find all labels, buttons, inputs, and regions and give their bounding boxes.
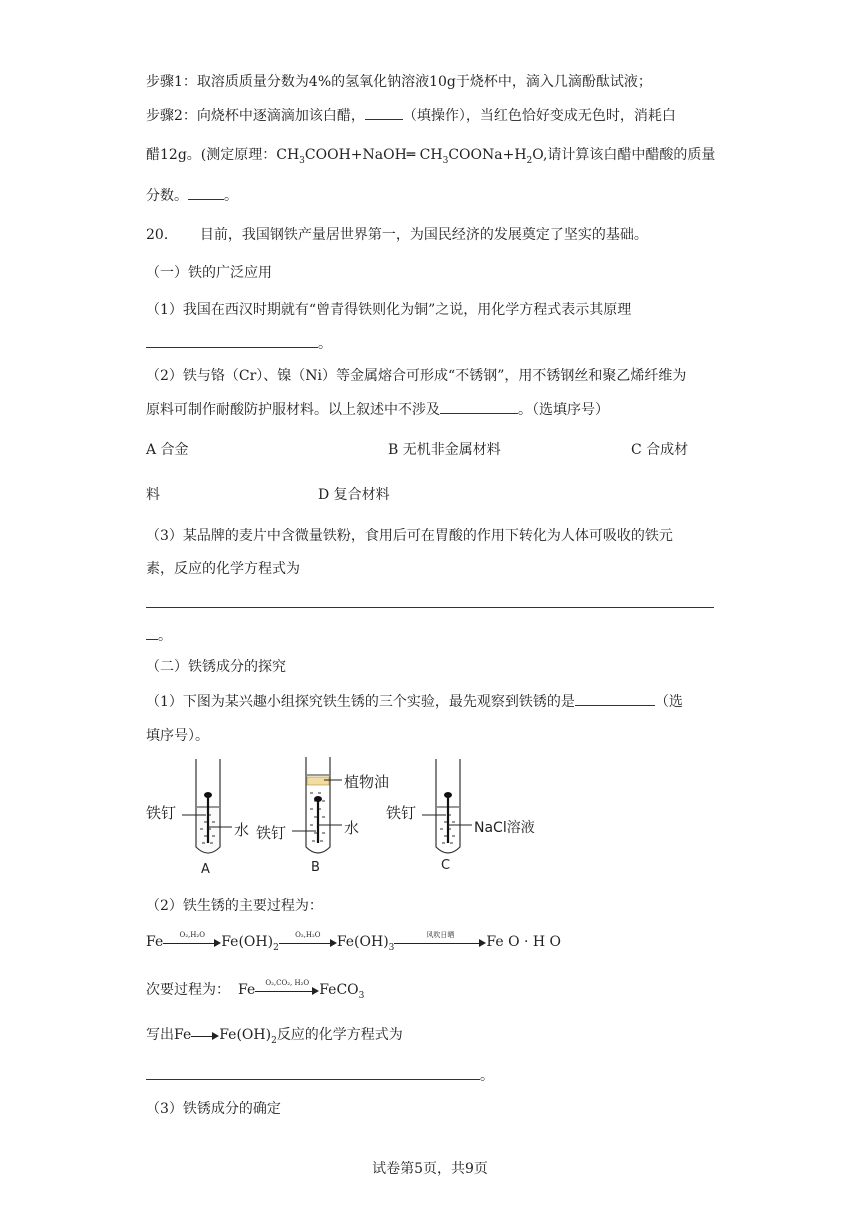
test-tube-c	[436, 759, 460, 853]
reaction-arrow	[255, 979, 319, 997]
p4-text-a: （1）下图为某兴趣小组探究铁生锈的三个实验，最先观察到铁锈的是	[146, 694, 575, 710]
step2-formula-a: 醋12g。(测定原理：CH	[146, 147, 300, 163]
period: 。	[318, 336, 332, 352]
period: 。	[158, 628, 172, 644]
p3-line-2	[146, 559, 300, 579]
label-nail-c: 铁钉	[386, 804, 417, 822]
p2-blank[interactable]	[440, 401, 518, 414]
p3-text-b: 素，反应的化学方程式为	[146, 561, 300, 577]
p3-blank-cont[interactable]	[146, 627, 158, 640]
p4-text-b: （选	[654, 694, 683, 710]
tag-a: A	[201, 862, 210, 877]
p6-blank[interactable]	[146, 1067, 480, 1080]
section-1-text: （一）铁的广泛应用	[146, 265, 272, 281]
option-c-wrap	[146, 485, 160, 505]
fe-oh2-formula: Fe(OH)	[221, 934, 274, 950]
tag-b: B	[311, 860, 320, 875]
option-c-text: C 合成材	[631, 442, 689, 458]
p7-line	[146, 1099, 281, 1119]
p2-text-c: 。（选填序号）	[518, 402, 609, 418]
label-nail-b: 铁钉	[256, 824, 287, 842]
option-d[interactable]	[318, 485, 390, 505]
p3-answer-line	[146, 594, 714, 614]
step2-line	[146, 106, 676, 126]
subscript: 2	[526, 156, 533, 166]
step1-text: 步骤1：取溶质质量分数为4%的氢氧化钠溶液10g于烧杯中，滴入几滴酚酞试液；	[146, 74, 652, 90]
step2-fraction-text: 分数。	[146, 188, 188, 204]
page-footer: 试卷第5页，共9页	[372, 1161, 488, 1177]
p4-blank[interactable]	[575, 693, 655, 706]
subscript: 3	[358, 991, 365, 1001]
feco3-formula: FeCO	[319, 982, 359, 998]
p3-blank[interactable]	[146, 595, 714, 608]
reaction-arrow	[163, 931, 221, 949]
reaction-arrow	[279, 931, 337, 949]
reaction-arrow	[394, 931, 486, 949]
reaction-condition: O₂,H₂O	[295, 931, 321, 939]
question-number: 20．	[146, 227, 178, 243]
minor-process-line	[146, 980, 364, 1006]
step2-line-3	[146, 186, 238, 206]
reaction-arrow	[191, 1028, 219, 1042]
step2-text-a: 步骤2：向烧杯中逐滴滴加该白醋，	[146, 108, 365, 124]
fe-formula: Fe	[238, 982, 256, 998]
p2-text-b: 原料可制作耐酸防护服材料。以上叙述中不涉及	[146, 402, 440, 418]
label-water-b: 水	[344, 819, 360, 837]
option-d-text: D 复合材料	[318, 487, 390, 503]
option-c-text-cont: 料	[146, 487, 160, 503]
subscript: 3	[442, 156, 449, 166]
period: 。	[480, 1068, 494, 1084]
fe-oh3-formula: Fe(OH)	[336, 934, 389, 950]
fraction-blank[interactable]	[188, 187, 224, 200]
subscript: 2	[273, 943, 279, 953]
q20-line	[146, 225, 648, 245]
fe-oh2-formula: Fe(OH)	[219, 1027, 272, 1043]
section-2-text: （二）铁锈成分的探究	[146, 659, 286, 675]
p1-text: （1）我国在西汉时期就有“曾青得铁则化为铜”之说，用化学方程式表示其原理	[146, 302, 632, 318]
subscript: 3	[388, 943, 395, 953]
step2-formula-c: COONa+H	[448, 147, 527, 163]
period: 。	[224, 188, 238, 204]
p2-line-1	[146, 366, 686, 386]
option-a[interactable]	[146, 440, 189, 460]
step2-formula-b: COOH+NaOH═ CH	[304, 147, 443, 163]
label-oil: 植物油	[344, 773, 390, 791]
q20-text: 目前，我国钢铁产量居世界第一，为国民经济的发展奠定了坚实的基础。	[199, 227, 648, 243]
p3-answer-line-2	[146, 626, 172, 646]
p6-text-b: 反应的化学方程式为	[276, 1027, 403, 1043]
p3-line-1	[146, 526, 673, 546]
label-water-a: 水	[234, 821, 250, 839]
p4-line-2	[146, 726, 209, 746]
test-tube-a	[196, 759, 220, 853]
reaction-condition: O₂,CO₂, H₂O	[265, 979, 310, 987]
p6-answer-line	[146, 1066, 494, 1086]
step2-formula-d: O,请计算该白醋中醋酸的质量	[532, 147, 716, 163]
p2-line-2	[146, 400, 609, 420]
p6-text-a: 写出	[146, 1027, 174, 1043]
test-tube-b	[306, 757, 330, 853]
p4-line-1	[146, 692, 683, 712]
p4-text-c: 填序号）。	[146, 728, 209, 744]
option-a-text: A 合金	[146, 442, 189, 458]
main-process-chain	[146, 932, 561, 958]
step2-text-b: （填操作），当红色恰好变成无色时，消耗白	[402, 108, 676, 124]
label-nacl: NaCl溶液	[474, 820, 535, 836]
p6-line	[146, 1025, 403, 1051]
p7-text: （3）铁锈成分的确定	[146, 1101, 281, 1117]
reaction-condition: O₂,H₂O	[179, 931, 205, 939]
section-2-title	[146, 657, 286, 677]
step2-blank[interactable]	[365, 107, 403, 120]
p5-line	[146, 896, 323, 916]
rust-formula: Fe O · H O	[486, 934, 562, 950]
label-nail-a: 铁钉	[146, 804, 177, 822]
fe-formula: Fe	[146, 934, 164, 950]
option-c[interactable]	[631, 440, 688, 460]
fe-formula: Fe	[174, 1027, 192, 1043]
reaction-condition: 风吹日晒	[426, 931, 455, 939]
option-b[interactable]	[388, 440, 501, 460]
section-1-title	[146, 263, 272, 283]
p1-line	[146, 300, 631, 320]
p1-blank[interactable]	[146, 335, 318, 348]
minor-process-label: 次要过程为：	[146, 982, 230, 998]
p1-answer-line	[146, 334, 332, 354]
p2-text-a: （2）铁与铬（Cr）、镍（Ni）等金属熔合可形成“不锈钢”，用不锈钢丝和聚乙烯纤维为	[146, 368, 687, 384]
subscript: 2	[271, 1036, 277, 1046]
step2-line-2	[146, 145, 715, 171]
option-b-text: B 无机非金属材料	[388, 442, 501, 458]
tag-c: C	[441, 858, 451, 873]
subscript: 3	[299, 156, 305, 166]
p3-text-a: （3）某品牌的麦片中含微量铁粉，食用后可在胃酸的作用下转化为人体可吸收的铁元	[146, 528, 673, 544]
step1-line	[146, 72, 652, 92]
p5-text: （2）铁生锈的主要过程为：	[146, 898, 323, 914]
